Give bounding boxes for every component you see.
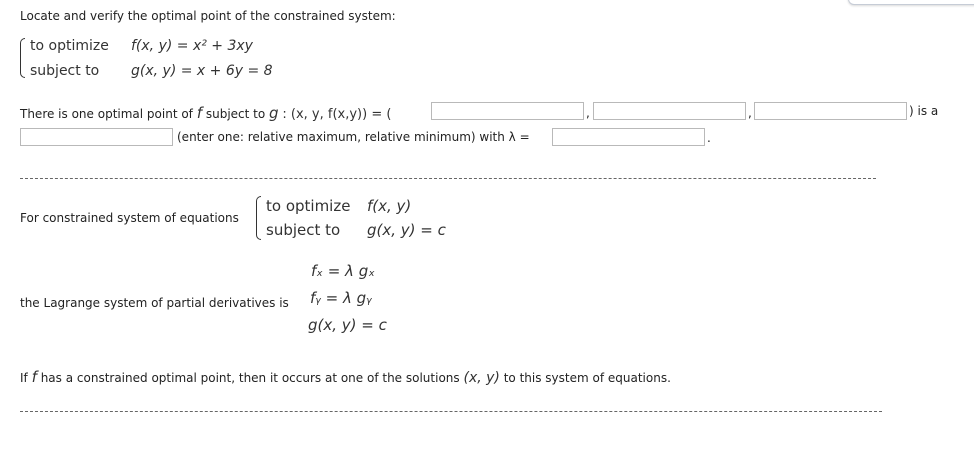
f-symbol: f [31,368,37,386]
comma-2: , [748,106,752,120]
objective-function: f(x, y) = x² + 3xy [131,38,253,54]
divider-top [20,178,876,179]
top-right-frame-edge [848,0,974,5]
f-value-input[interactable] [754,102,907,120]
system-brace [20,38,25,78]
explanation-subj-label: subject to [266,221,341,239]
constraint-function: g(x, y) = x + 6y = 8 [131,63,273,79]
explanation-brace [256,196,261,240]
x-coordinate-input[interactable] [431,102,584,120]
lagrange-intro: the Lagrange system of partial derivatives is [20,296,289,310]
comma-1: , [586,106,590,120]
explanation-subj-func: g(x, y) = c [367,221,446,239]
system-opt-label: to optimize [30,38,109,54]
divider-bottom [20,411,882,412]
explanation-intro: For constrained system of equations [20,211,239,225]
conclusion-text: If f has a constrained optimal point, then it occurs at one of the solutions (x, y) to this system of equations. [20,368,671,386]
g-symbol: g [269,104,279,122]
xy-symbol: (x, y) [463,370,500,386]
y-coordinate-input[interactable] [593,102,746,120]
f-symbol: f [196,104,203,122]
explanation-opt-label: to optimize [266,197,351,215]
answer-line-text: There is one optimal point of f subject to g : (x, y, f(x,y)) = ( [20,104,392,122]
lagrange-eq-1: fₓ = λ gₓ [311,262,375,280]
lagrange-eq-3: g(x, y) = c [308,316,387,334]
explanation-opt-func: f(x, y) [367,197,412,215]
is-a-text: ) is a [909,104,939,118]
optimum-type-input[interactable] [20,128,173,146]
lambda-input[interactable] [552,128,705,146]
system-subj-label: subject to [30,63,100,79]
hint-text: (enter one: relative maximum, relative minimum) with λ = [177,130,530,144]
instruction-text: Locate and verify the optimal point of the constrained system: [20,9,396,23]
period: . [707,131,711,145]
tuple-lead: : (x, y, f(x,y)) = ( [282,107,392,122]
lagrange-eq-2: fᵧ = λ gᵧ [310,289,372,307]
